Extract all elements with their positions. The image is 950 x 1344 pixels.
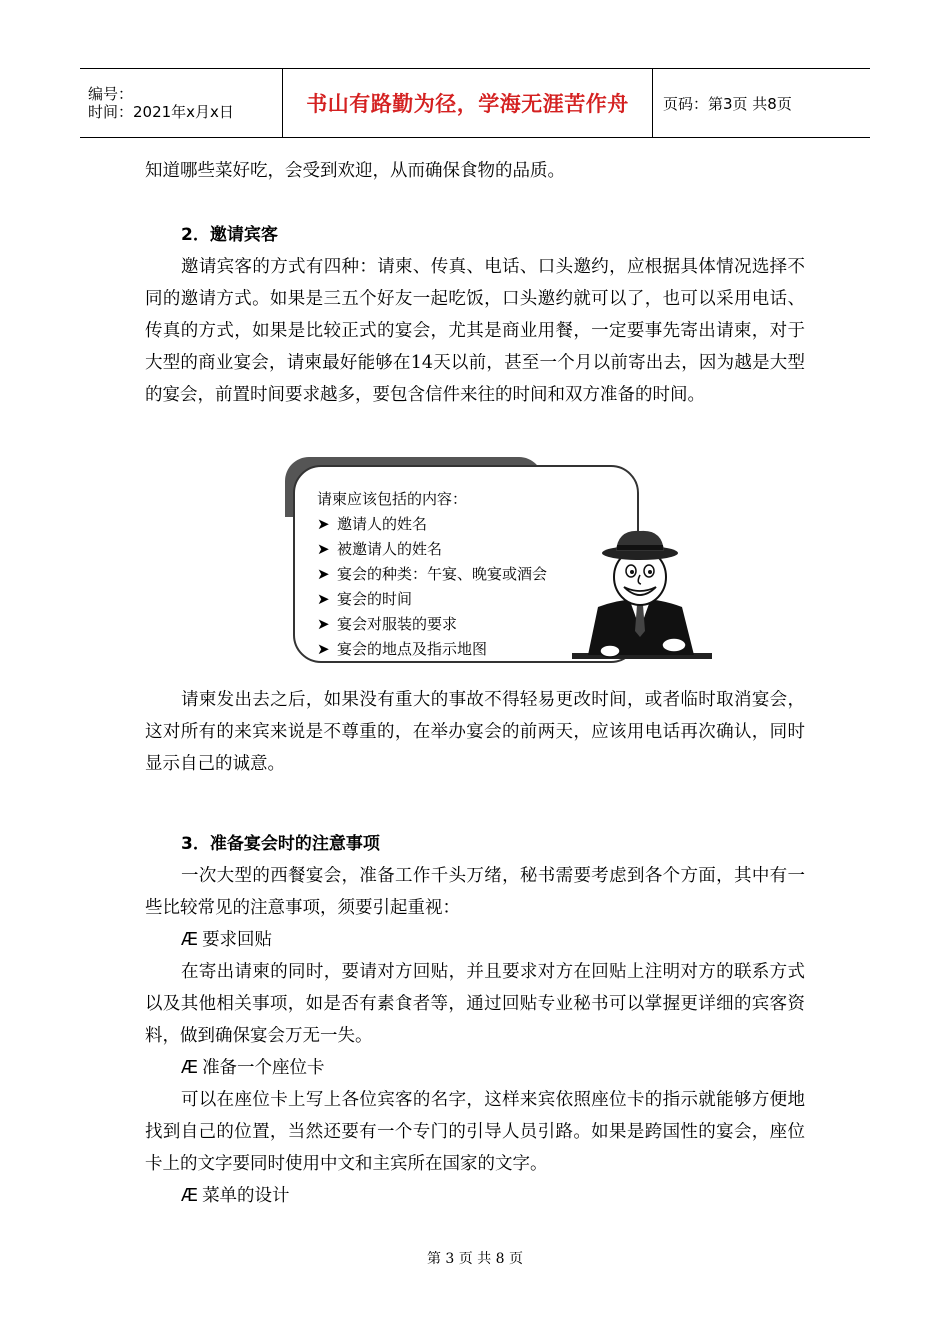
header-motto-cell — [283, 69, 653, 137]
motto: 书山有路勤为径，学海无涯苦作舟 — [306, 91, 629, 116]
date-label: 时间：2021年x月x日 — [88, 103, 234, 121]
arrow-icon: ➤ — [317, 515, 330, 533]
header-page-cell — [653, 69, 870, 137]
page-footer: 第 3 页 共 8 页 — [426, 1251, 524, 1267]
invitation-item: ➤ 宴会的时间 — [317, 587, 547, 612]
invitation-item: ➤ 邀请人的姓名 — [317, 512, 547, 537]
intro-line: 知道哪些菜好吃，会受到欢迎，从而确保食物的品质。 — [145, 161, 565, 181]
page-label: 页码：第3页 共8页 — [663, 94, 792, 113]
number-label: 编号： — [88, 85, 134, 103]
bullet-seat-card-text: 可以在座位卡上写上各位宾客的名字，这样来宾依照座位卡的指示就能够方便地找到自己的位置，当然还要有一个专门的引导人员引路。如果是跨国性的宴会，座位卡上的文字要同时使用中文和主宾所在国家的文字。 — [145, 1090, 805, 1174]
cartoon-man-icon — [570, 529, 715, 679]
arrow-icon: ➤ — [317, 565, 330, 583]
invitation-illustration — [285, 457, 715, 679]
invitation-item: ➤ 宴会的种类：午宴、晚宴或酒会 — [317, 562, 547, 587]
bullet-menu-design: Æ 菜单的设计 — [181, 1186, 290, 1206]
invitation-item: ➤ 宴会的地点及指示地图 — [317, 637, 547, 662]
page-header — [80, 68, 870, 138]
bullet-seat-card: Æ 准备一个座位卡 — [181, 1058, 325, 1078]
section2-para2: 请柬发出去之后，如果没有重大的事故不得轻易更改时间，或者临时取消宴会，这对所有的来宾来说是不尊重的，在举办宴会的前两天，应该用电话再次确认，同时显示自己的诚意。 — [145, 690, 805, 774]
section3-title: 3．准备宴会时的注意事项 — [181, 834, 380, 854]
bullet-rsvp-text: 在寄出请柬的同时，要请对方回贴，并且要求对方在回贴上注明对方的联系方式以及其他相关事项，如是否有素食者等，通过回贴专业秘书可以掌握更详细的宾客资料，做到确保宴会万无一失。 — [145, 962, 805, 1046]
content-top — [145, 155, 805, 411]
invitation-list — [317, 487, 547, 662]
arrow-icon: ➤ — [317, 540, 330, 558]
arrow-icon: ➤ — [317, 640, 330, 658]
arrow-icon: ➤ — [317, 615, 330, 633]
arrow-icon: ➤ — [317, 590, 330, 608]
invitation-item: ➤ 宴会对服装的要求 — [317, 612, 547, 637]
header-left-cell — [80, 69, 283, 137]
bullet-rsvp: Æ 要求回贴 — [181, 930, 273, 950]
section2-title: 2．邀请宾客 — [181, 225, 278, 245]
content-middle — [145, 684, 805, 1212]
invitation-item: ➤ 被邀请人的姓名 — [317, 537, 547, 562]
section2-para1: 邀请宾客的方式有四种：请柬、传真、电话、口头邀约，应根据具体情况选择不同的邀请方式。如果是三五个好友一起吃饭，口头邀约就可以了，也可以采用电话、传真的方式，如果是比较正式的宴会，尤其是商业用餐，一定要事先寄出请柬，对于大型的商业宴会，请柬最好能够在14天以前，甚至一个月以前寄出去，因为越是大型的宴会，前置时间要求越多，要包含信件来往的时间和双方准备的时间。 — [145, 257, 805, 405]
section3-intro: 一次大型的西餐宴会，准备工作千头万绪，秘书需要考虑到各个方面，其中有一些比较常见的注意事项，须要引起重视： — [145, 866, 805, 918]
invitation-heading: 请柬应该包括的内容： — [317, 490, 468, 508]
